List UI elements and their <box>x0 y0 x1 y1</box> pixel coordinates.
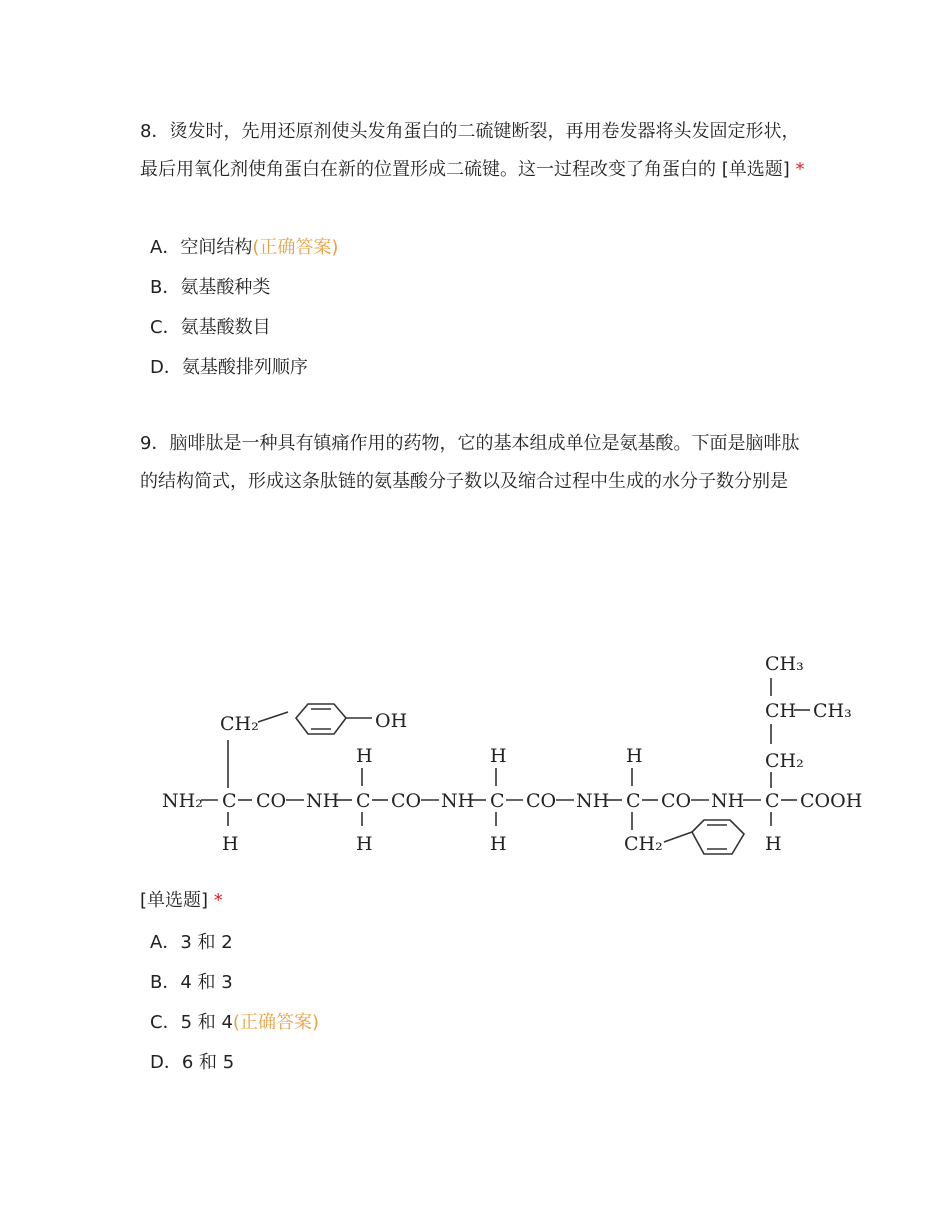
option-label: B．4 和 3 <box>150 972 233 993</box>
correct-answer-mark: (正确答案) <box>232 1012 319 1033</box>
option-label: D．氨基酸排列顺序 <box>150 357 308 378</box>
option-label: A．3 和 2 <box>150 932 233 953</box>
label-h: H <box>626 745 643 767</box>
label-ch3: CH₃ <box>813 700 852 722</box>
label-ch2: CH₂ <box>624 833 663 855</box>
label-nh: NH <box>576 790 610 812</box>
label-nh: NH <box>711 790 745 812</box>
correct-answer-mark: (正确答案) <box>252 237 339 258</box>
question-9-text: 9．脑啡肽是一种具有镇痛作用的药物，它的基本组成单位是氨基酸。下面是脑啡肽的结构简式，形成这条肽链的氨基酸分子数以及缩合过程中生成的水分子数分别是 <box>140 433 800 492</box>
label-ch2: CH₂ <box>220 713 259 735</box>
label-co: CO <box>391 790 422 812</box>
q9-option-b[interactable] <box>150 971 233 995</box>
label-c: C <box>490 790 505 812</box>
required-mark: * <box>795 158 805 180</box>
question-type-tag: [单选题] <box>140 890 209 911</box>
option-label: C．氨基酸数目 <box>150 317 271 338</box>
label-c: C <box>222 790 237 812</box>
label-nh: NH <box>441 790 475 812</box>
label-nh2: NH₂ <box>162 790 203 812</box>
label-h: H <box>765 833 782 855</box>
question-9-type <box>140 886 223 912</box>
option-label: D．6 和 5 <box>150 1052 235 1073</box>
q9-option-d[interactable] <box>150 1051 234 1075</box>
label-c: C <box>626 790 641 812</box>
q9-option-a[interactable] <box>150 931 233 955</box>
option-label: B．氨基酸种类 <box>150 277 271 298</box>
label-h: H <box>222 833 239 855</box>
label-h: H <box>356 833 373 855</box>
label-ch: CH <box>765 700 797 722</box>
option-label: A．空间结构 <box>150 237 253 258</box>
question-8-text: 8．烫发时，先用还原剂使头发角蛋白的二硫键断裂，再用卷发器将头发固定形状，最后用氧化剂使角蛋白在新的位置形成二硫键。这一过程改变了角蛋白的 [单选题] <box>140 121 800 180</box>
label-h: H <box>490 833 507 855</box>
label-h: H <box>356 745 373 767</box>
label-c: C <box>356 790 371 812</box>
label-ch3: CH₃ <box>765 653 804 675</box>
label-ch2: CH₂ <box>765 750 804 772</box>
label-c: C <box>765 790 780 812</box>
label-cooh: COOH <box>800 790 863 812</box>
label-co: CO <box>256 790 287 812</box>
label-nh: NH <box>306 790 340 812</box>
label-oh: OH <box>375 710 408 732</box>
required-mark: * <box>213 890 223 911</box>
label-co: CO <box>526 790 557 812</box>
q9-option-c[interactable] <box>150 1011 319 1035</box>
label-co: CO <box>661 790 692 812</box>
label-h: H <box>490 745 507 767</box>
option-label: C．5 和 4 <box>150 1012 233 1033</box>
